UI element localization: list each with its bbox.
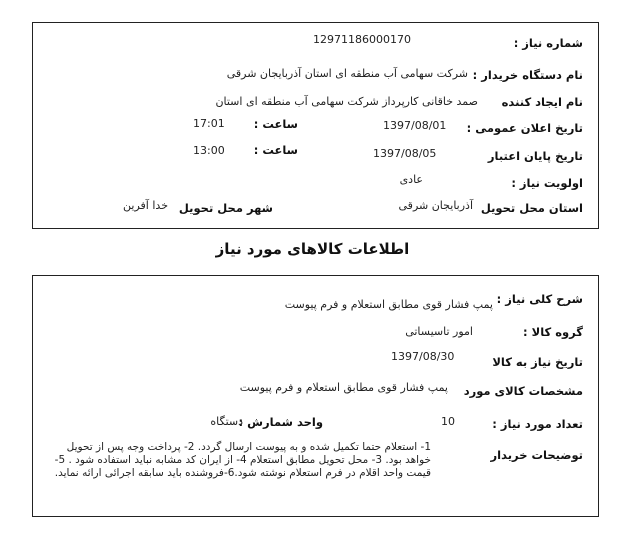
delivery-province-label: استان محل تحویل — [480, 201, 583, 215]
buyer-notes-label: توضیحات خریدار — [490, 448, 583, 462]
buyer-org-label: نام دستگاه خریدار : — [472, 68, 583, 82]
delivery-province-value: آذربایجان شرقی — [398, 199, 473, 212]
validity-date-value: 1397/08/05 — [373, 147, 437, 160]
buyer-notes-value: 1- استعلام حتما تکمیل شده و به پیوست ارسال گردد. 2- پرداخت وجه پس از تحویل خواهد بود. 3- محل تحویل مطابق استعلام 4- از ایران کد مشابه نباید استفاده شود . 5- قیمت واحد اقلام در فرم استعلام نوشته شود.6-فروشنده باید سابقه اجرائی ارائه نماید. — [54, 441, 431, 479]
priority-label: اولویت نیاز : — [511, 176, 583, 190]
quantity-value: 10 — [441, 415, 455, 428]
tender-header-box — [32, 22, 599, 229]
validity-time-value: 13:00 — [193, 144, 225, 157]
goods-group-value: امور تاسیساتی — [405, 325, 473, 338]
quantity-label: تعداد مورد نیاز : — [492, 417, 583, 431]
announce-date-value: 1397/08/01 — [383, 119, 447, 132]
validity-time-label: ساعت : — [253, 143, 298, 157]
section-title: اطلاعات کالاهای مورد نیاز — [215, 240, 410, 258]
specs-label: مشخصات کالای مورد — [463, 384, 583, 398]
delivery-city-label: شهر محل تحویل — [178, 201, 273, 215]
general-desc-label: شرح کلی نیاز : — [496, 292, 583, 306]
announce-date-label: تاریخ اعلان عمومی : — [466, 121, 583, 135]
validity-date-label: تاریخ پایان اعتبار — [487, 149, 583, 163]
announce-time-label: ساعت : — [253, 117, 298, 131]
creator-label: نام ایجاد کننده — [501, 95, 583, 109]
goods-group-label: گروه کالا : — [523, 325, 583, 339]
need-date-value: 1397/08/30 — [391, 350, 455, 363]
unit-value: دستگاه — [210, 415, 243, 428]
creator-value: صمد خاقانی کارپرداز شرکت سهامی آب منطقه ای استان — [215, 95, 478, 108]
goods-info-box — [32, 275, 599, 517]
buyer-org-value: شرکت سهامی آب منطقه ای استان آذربایجان شرقی — [226, 67, 468, 80]
delivery-city-value: خدا آفرین — [123, 199, 168, 212]
priority-value: عادی — [399, 173, 423, 186]
unit-label: واحد شمارش : — [238, 415, 323, 429]
need-number-value: 12971186000170 — [313, 33, 411, 46]
need-number-label: شماره نیاز : — [513, 36, 583, 50]
need-date-label: تاریخ نیاز به کالا — [492, 355, 583, 369]
announce-time-value: 17:01 — [193, 117, 225, 130]
general-desc-value: پمپ فشار قوی مطابق استعلام و فرم پیوست — [284, 298, 493, 311]
specs-value: پمپ فشار قوی مطابق استعلام و فرم پیوست — [239, 381, 448, 394]
